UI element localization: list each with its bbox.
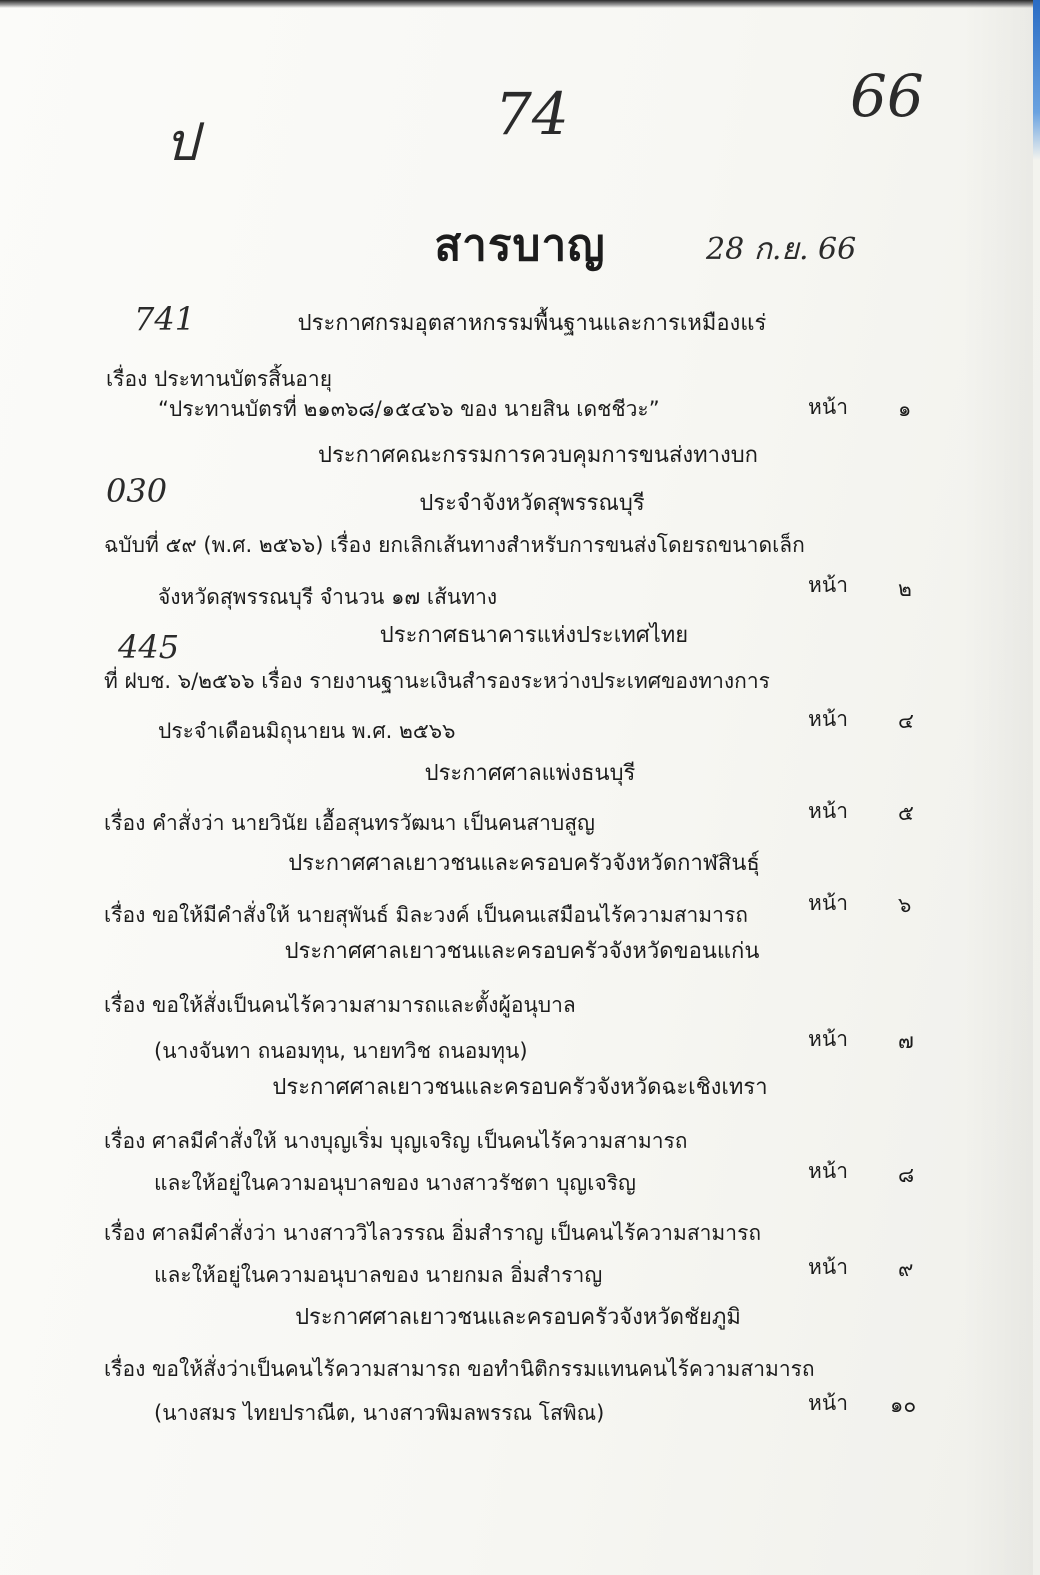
entry-line: (นางจันทา ถนอมทุน, นายทวิช ถนอมทุน): [154, 1039, 528, 1063]
entry-line: (นางสมร ไทยปราณีต, นางสาวพิมลพรรณ โสพิณ): [154, 1401, 605, 1425]
section-header: ประกาศกรมอุตสาหกรรมพื้นฐานและการเหมืองแร่: [297, 311, 767, 336]
section-header: ประกาศศาลแพ่งธนบุรี: [424, 761, 636, 786]
entry-line: และให้อยู่ในความอนุบาลของ นางสาวรัชตา บุญเจริญ: [154, 1171, 636, 1195]
page-number: ๒: [898, 577, 912, 601]
page-title: สารบาญ: [434, 220, 606, 271]
handwritten-number: 445: [118, 628, 180, 666]
entry-line: เรื่อง ขอให้สั่งเป็นคนไร้ความสามารถและตั้งผู้อนุบาล: [104, 993, 576, 1017]
section-header: ประกาศคณะกรรมการควบคุมการขนส่งทางบก: [318, 443, 758, 468]
page-label: หน้า: [808, 891, 848, 915]
section-header: ประกาศศาลเยาวชนและครอบครัวจังหวัดขอนแก่น: [284, 939, 760, 964]
entry-line: เรื่อง ขอให้สั่งว่าเป็นคนไร้ความสามารถ ขอทำนิติกรรมแทนคนไร้ความสามารถ: [104, 1357, 815, 1381]
page-label: หน้า: [808, 395, 848, 419]
entry-line: ฉบับที่ ๕๙ (พ.ศ. ๒๕๖๖) เรื่อง ยกเลิกเส้นทางสำหรับการขนส่งโดยรถขนาดเล็ก: [104, 533, 805, 557]
entry-line: เรื่อง คำสั่งว่า นายวินัย เอื้อสุนทรวัฒนา เป็นคนสาบสูญ: [104, 811, 595, 835]
section-header: ประกาศศาลเยาวชนและครอบครัวจังหวัดกาฬสินธุ์: [288, 851, 760, 876]
handwritten-date: 28 ก.ย. 66: [706, 232, 857, 267]
entry-line: เรื่อง ศาลมีคำสั่งว่า นางสาววิไลวรรณ อิ่มสำราญ เป็นคนไร้ความสามารถ: [104, 1221, 762, 1245]
section-header: ประจำจังหวัดสุพรรณบุรี: [419, 491, 645, 516]
handwritten-number: 741: [134, 300, 196, 338]
page-number: ๑: [898, 397, 912, 421]
page-label: หน้า: [808, 1391, 848, 1415]
section-header: ประกาศศาลเยาวชนและครอบครัวจังหวัดฉะเชิงเทรา: [272, 1075, 768, 1100]
page-number: ๖: [898, 893, 912, 917]
entry-line: ประจำเดือนมิถุนายน พ.ศ. ๒๕๖๖: [158, 719, 456, 743]
handwritten-number: 74: [495, 80, 569, 148]
page-label: หน้า: [808, 573, 848, 597]
entry-line: และให้อยู่ในความอนุบาลของ นายกมล อิ่มสำราญ: [154, 1263, 603, 1287]
entry-line: เรื่อง ประทานบัตรสิ้นอายุ: [106, 367, 333, 391]
section-header: ประกาศธนาคารแห่งประเทศไทย: [379, 623, 689, 648]
top-edge-shadow: [0, 0, 1040, 8]
entry-line: “ประทานบัตรที่ ๒๑๓๖๘/๑๕๔๖๖ ของ นายสิน เดชชีวะ”: [158, 397, 660, 421]
entry-line: เรื่อง ขอให้มีคำสั่งให้ นายสุพันธ์ มิละวงค์ เป็นคนเสมือนไร้ความสามารถ: [104, 903, 748, 927]
page-number: ๘: [898, 1163, 915, 1187]
page-number: ๙: [898, 1257, 914, 1281]
section-header: ประกาศศาลเยาวชนและครอบครัวจังหวัดชัยภูมิ: [295, 1305, 741, 1330]
handwritten-number: 030: [106, 472, 168, 510]
page-label: หน้า: [808, 799, 848, 823]
page-number: ๗: [898, 1029, 914, 1053]
page-label: หน้า: [808, 1255, 848, 1279]
page-label: หน้า: [808, 1159, 848, 1183]
entry-line: ที่ ฝบช. ๖/๒๕๖๖ เรื่อง รายงานฐานะเงินสำรองระหว่างประเทศของทางการ: [104, 669, 770, 693]
page-number: ๕: [898, 801, 914, 825]
page-label: หน้า: [808, 707, 848, 731]
page-number: ๑๐: [890, 1393, 917, 1417]
blue-edge-strip: [1033, 0, 1040, 160]
page-number: ๔: [898, 709, 914, 733]
entry-line: เรื่อง ศาลมีคำสั่งให้ นางบุญเริ่ม บุญเจริญ เป็นคนไร้ความสามารถ: [104, 1129, 688, 1153]
entry-line: จังหวัดสุพรรณบุรี จำนวน ๑๗ เส้นทาง: [158, 585, 498, 609]
handwritten-mark: ป: [165, 113, 199, 173]
page-label: หน้า: [808, 1027, 848, 1051]
handwritten-number: 66: [850, 62, 924, 130]
